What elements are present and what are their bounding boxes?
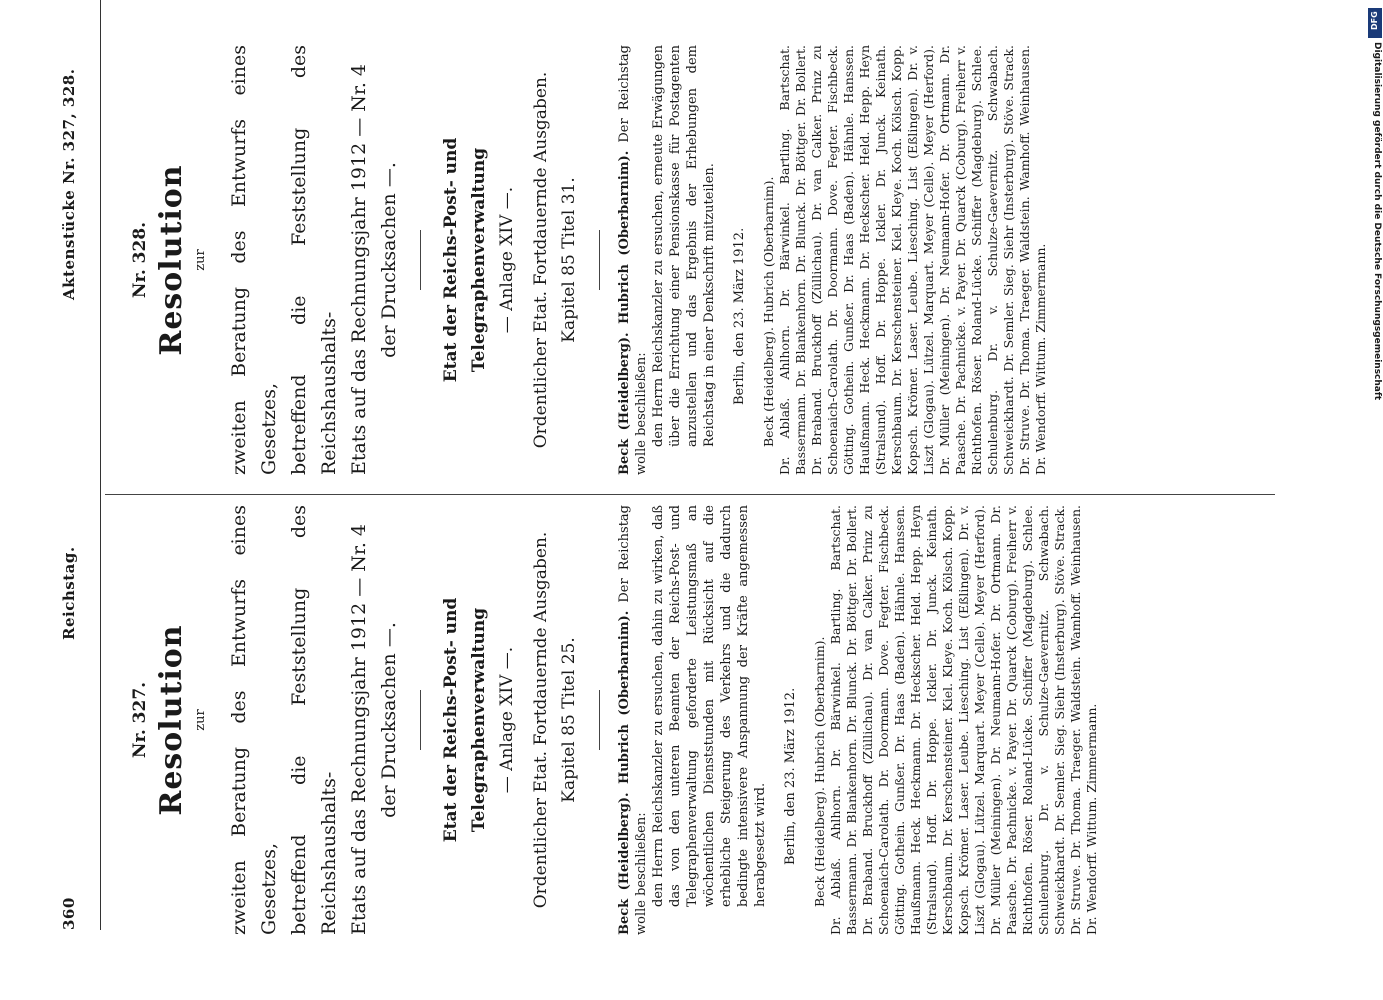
intro-line: zweiten Beratung des Entwurfs eines Gesetzes, [228, 45, 280, 475]
header-rule [100, 0, 101, 930]
budget-line: Kapitel 85 Titel 25. [559, 637, 579, 803]
signatories-lead: Beck (Heidelberg). Hubrich (Oberbarnim). [812, 636, 827, 907]
title-preposition: zur [193, 249, 208, 271]
date-line: Berlin, den 23. März 1912. [783, 687, 798, 865]
title-preposition: zur [193, 709, 208, 731]
budget-line: Kapitel 85 Titel 31. [559, 177, 579, 343]
signatories [761, 45, 1049, 475]
page-number: 360 [60, 897, 78, 930]
etat-heading [437, 45, 521, 475]
resolution-328 [120, 45, 1049, 475]
resolution-request: den Herrn Reichskanzler zu ersuchen, erneute Erwägungen über die Errichtung einer Pensionskasse für Postagenten anzustellen und das Ergebnis der Erhebungen dem Reichstag in einer Denkschrift mitzuteilen. [651, 45, 717, 447]
resolution-request: den Herrn Reichskanzler zu ersuchen, dahin zu wirken, daß das von den unteren Beamten der Reichs-Post- und Telegraphenverwaltung geforderte Leistungsmaß an wöchentlichen Dienststunden mit Rücksicht auf die erhebliche Steigerung des Verkehrs und die dadurch bedingte intensivere Anspannung der Kräfte angemessen herabgesetzt wird. [651, 505, 768, 907]
motion-phrase: Der Reichstag wolle beschließen: [617, 504, 649, 935]
budget-line: Ordentlicher Etat. Fortdauernde Ausgaben. [531, 531, 551, 909]
etat-subtitle: — Anlage XIV —. [497, 646, 517, 794]
document-number: Nr. 327. [130, 681, 150, 759]
intro-line: Etats auf das Rechnungsjahr 1912 — Nr. 4 [348, 63, 370, 475]
motion-intro [616, 505, 650, 935]
intro-line: zweiten Beratung des Entwurfs eines Gesetzes, [228, 505, 280, 935]
budget-reference [527, 505, 583, 935]
intro-line: Etats auf das Rechnungsjahr 1912 — Nr. 4 [348, 523, 370, 935]
etat-subtitle: — Anlage XIV —. [497, 186, 517, 334]
intro-text [224, 45, 404, 475]
document-number: Nr. 328. [130, 221, 150, 299]
etat-title: Etat der Reichs-Post- und Telegraphenverwaltung [441, 137, 489, 383]
date-line: Berlin, den 23. März 1912. [732, 227, 747, 405]
budget-line: Ordentlicher Etat. Fortdauernde Ausgaben. [531, 71, 551, 449]
intro-text [224, 505, 404, 935]
etat-heading [437, 505, 521, 935]
intro-line: der Drucksachen —. [378, 162, 400, 358]
document-title: Resolution [154, 164, 189, 356]
budget-reference [527, 45, 583, 475]
intro-line: betreffend die Feststellung des Reichshaushalts- [288, 45, 340, 475]
signatories-list: Dr. Ablaß. Ahlhorn. Dr. Bärwinkel. Bartling. Bartschat. Bassermann. Dr. Blankenhorn. Dr. Blunck. Dr. Böttger. Dr. Bollert. Dr. Braband. Bruckhoff (Züllichau). Dr. van Calker. Prinz zu Schoenaich-Carolath. Dr. Doormann. Dove. Fegter. Fischbeck. Götting. Gothein. Gunßer. Dr. Haas (Baden). Hähnle. Hanssen. Haußmann. Heck. Heckmann. Dr. Heckscher. Held. Hepp. Heyn (Stralsund). Hoff. Dr. Hoppe. Ickler. Dr. Junck. Keinath. Kerschbaum. Dr. Kerschensteiner. Kiel. Kleye. Koch. Kölsch. Kopp. Kopsch. Krömer. Laser. Leube. Liesching. List (Eßlingen). Dr. v. Liszt (Glogau). Lützel. Marquart. Meyer (Celle). Meyer (Herford). Dr. Müller (Meiningen). Dr. Neumann-Hofer. Dr. Ortmann. Dr. Paasche. Dr. Pachnicke. v. Payer. Dr. Quarck (Coburg). Freiherr v. Richthofen. Röser. Roland-Lücke. Schiffer (Magdeburg). Schlee. Schulenburg. Dr. v. Schulze-Gaevernitz. Schwabach. Schweickhardt. Dr. Semler. Sieg. Siehr (Insterburg). Stöve. Strack. Dr. Struve. Dr. Thoma. Traeger. Waldstein. Wamhoff. Weinhausen. Dr. Wendorff. Wittum. Zimmermann. [828, 505, 1099, 935]
column-divider [105, 494, 1275, 495]
intro-line: betreffend die Feststellung des Reichshaushalts- [288, 505, 340, 935]
intro-line: der Drucksachen —. [378, 622, 400, 818]
resolution-327 [120, 505, 1100, 935]
signatories [812, 505, 1100, 935]
section-rule [599, 230, 600, 290]
header-right-title: Aktenstücke Nr. 327, 328. [60, 68, 78, 300]
motion-proposers: Beck (Heidelberg). Hubrich (Oberbarnim). [617, 150, 632, 475]
signatories-list: Dr. Ablaß. Ahlhorn. Dr. Bärwinkel. Bartling. Bartschat. Bassermann. Dr. Blankenhorn. Dr. Blunck. Dr. Böttger. Dr. Bollert. Dr. Braband. Bruckhoff (Züllichau). Dr. van Calker. Prinz zu Schoenaich-Carolath. Dr. Doormann. Dove. Fegter. Fischbeck. Götting. Gothein. Gunßer. Dr. Haas (Baden). Hähnle. Hanssen. Haußmann. Heck. Heckmann. Dr. Heckscher. Held. Hepp. Heyn (Stralsund). Hoff. Dr. Hoppe. Ickler. Dr. Junck. Keinath. Kerschbaum. Dr. Kerschensteiner. Kiel. Kleye. Koch. Kölsch. Kopp. Kopsch. Krömer. Laser. Leube. Liesching. List (Eßlingen). Dr. v. Liszt (Glogau). Lützel. Marquart. Meyer (Celle). Meyer (Herford). Dr. Müller (Meiningen). Dr. Neumann-Hofer. Dr. Ortmann. Dr. Paasche. Dr. Pachnicke. v. Payer. Dr. Quarck (Coburg). Freiherr v. Richthofen. Röser. Roland-Lücke. Schiffer (Magdeburg). Schlee. Schulenburg. Dr. v. Schulze-Gaevernitz. Schwabach. Schweickhardt. Dr. Semler. Sieg. Siehr (Insterburg). Stöve. Strack. Dr. Struve. Dr. Thoma. Traeger. Waldstein. Wamhoff. Weinhausen. Dr. Wendorff. Wittum. Zimmermann. [777, 45, 1048, 475]
header-left-title: Reichstag. [60, 546, 78, 640]
document-title: Resolution [154, 624, 189, 816]
digitization-credit: Digitalisierung gefördert durch die Deutsche Forschungsgemeinschaft [1372, 42, 1382, 401]
motion-proposers: Beck (Heidelberg). Hubrich (Oberbarnim). [617, 610, 632, 935]
dfg-logo: DFG [1368, 8, 1382, 38]
signatories-lead: Beck (Heidelberg). Hubrich (Oberbarnim). [761, 176, 776, 447]
etat-title: Etat der Reichs-Post- und Telegraphenverwaltung [441, 597, 489, 843]
section-rule [420, 230, 421, 290]
section-rule [599, 690, 600, 750]
motion-intro [616, 45, 650, 475]
section-rule [420, 690, 421, 750]
motion-phrase: Der Reichstag wolle beschließen: [617, 44, 649, 475]
